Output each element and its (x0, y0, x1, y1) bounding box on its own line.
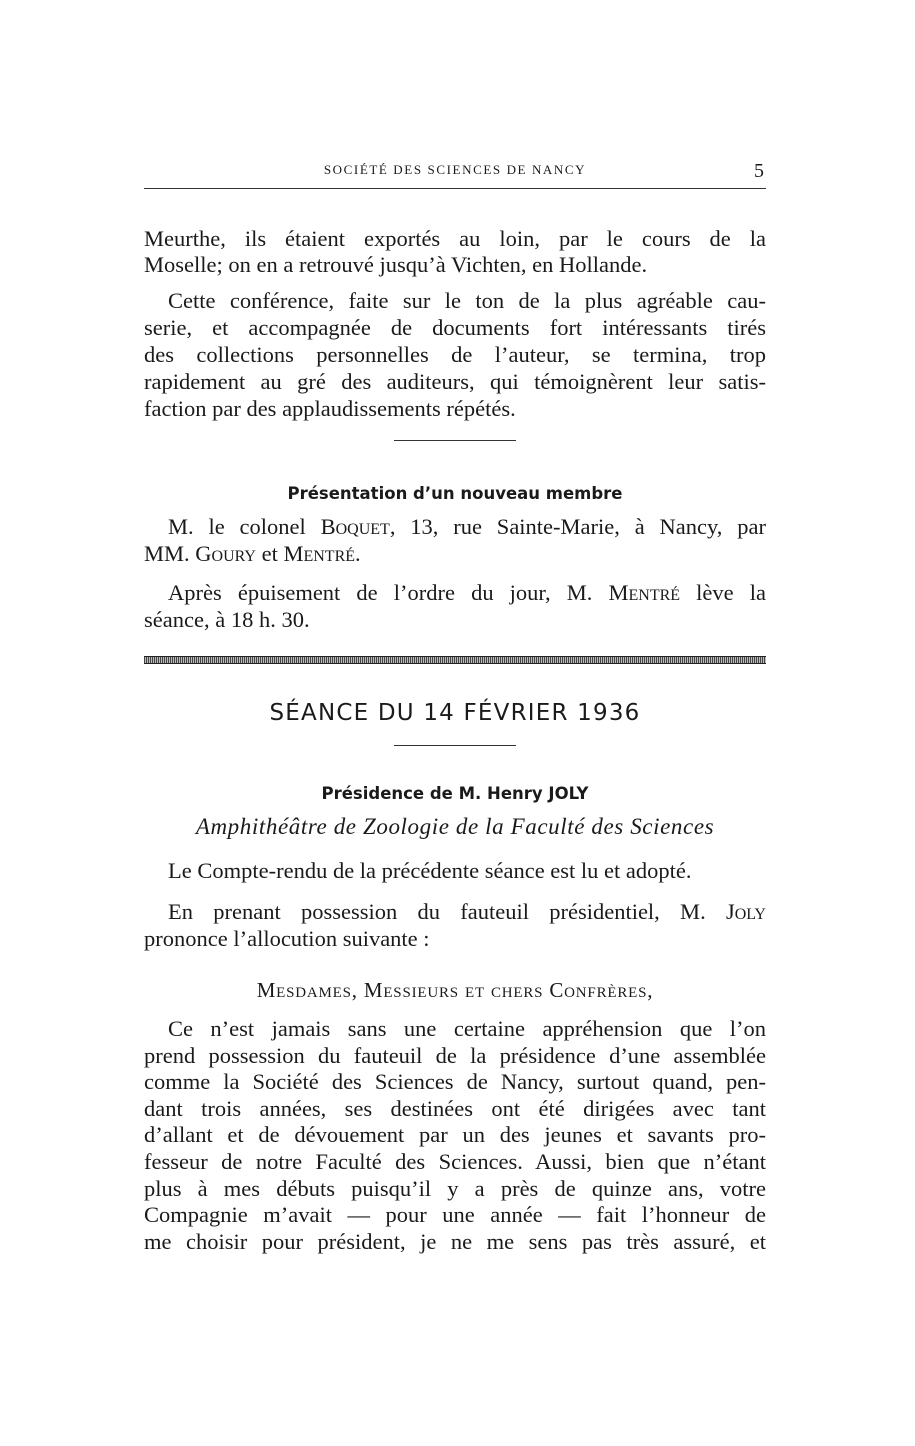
text-line: serie, et accompagnée de documents fort intéressants tirés (144, 315, 766, 340)
text-span: et (255, 541, 284, 566)
header-rule (144, 188, 766, 189)
member-name: Boquet (320, 514, 390, 539)
text-line: rapidement au gré des auditeurs, qui témoignèrent leur satis- (144, 369, 766, 394)
text-span: lève la (680, 580, 766, 605)
text-span: Après épuisement de l’ordre du jour, M. (168, 580, 609, 605)
text-span: , 13, rue Sainte-Marie, à Nancy, par (389, 514, 766, 539)
text-line (144, 514, 766, 540)
text-line: faction par des applaudissements répétés. (144, 396, 516, 421)
text-line: comme la Société des Sciences de Nancy, surtout quand, pen- (144, 1069, 766, 1094)
running-title: SOCIÉTÉ DES SCIENCES DE NANCY (323, 162, 587, 177)
text-line: séance, à 18 h. 30. (144, 607, 310, 632)
text-line: prononce l’allocution suivante : (144, 926, 430, 951)
text-line: Cette conférence, faite sur le ton de la plus agréable cau- (168, 288, 766, 313)
text-line: Meurthe, ils étaient exportés au loin, par le cours de la (144, 226, 766, 251)
text-span: MM. (144, 541, 196, 566)
book-page (144, 0, 766, 1446)
text-line: me choisir pour président, je ne me sens pas très assuré, et (144, 1229, 766, 1254)
text-line: des collections personnelles de l’auteur, se termina, trop (144, 342, 766, 367)
text-line: Le Compte-rendu de la précédente séance est lu et adopté. (168, 858, 692, 883)
text-line: dant trois années, ses destinées ont été dirigées avec tant (144, 1096, 766, 1121)
section-divider (394, 440, 516, 441)
text-line: fesseur de notre Faculté des Sciences. Aussi, bien que n’étant (144, 1149, 766, 1174)
text-line: d’allant et de dévouement par un des jeunes et savants pro- (144, 1122, 766, 1147)
president-name: Joly (725, 899, 766, 924)
section-heading: Présentation d’un nouveau membre (287, 484, 623, 503)
text-line: prend possession du fauteuil de la présidence d’une assemblée (144, 1043, 766, 1068)
ornamental-rule (144, 656, 766, 664)
salutation: Mesdames, Messieurs et chers Confrères, (256, 978, 654, 1002)
seance-title: SÉANCE DU 14 FÉVRIER 1936 (269, 700, 641, 726)
sponsor-name: Goury (195, 541, 256, 566)
text-line (144, 899, 766, 925)
text-span: . (355, 541, 361, 566)
text-span: M. le colonel (168, 514, 321, 539)
president-name: Mentré (608, 580, 681, 605)
text-line (144, 541, 766, 567)
section-divider (394, 745, 516, 746)
text-line: plus à mes débuts puisqu’il y a près de quinze ans, votre (144, 1176, 766, 1201)
venue-line: Amphithéâtre de Zoologie de la Faculté des Sciences (195, 814, 715, 839)
text-line (144, 580, 766, 606)
page-number: 5 (754, 160, 764, 182)
text-span: En prenant possession du fauteuil présidentiel, M. (168, 899, 726, 924)
running-head (144, 160, 766, 184)
text-line: Moselle; on en a retrouvé jusqu’à Vichten, en Hollande. (144, 252, 648, 277)
presidence-heading: Présidence de M. Henry JOLY (321, 784, 589, 803)
sponsor-name: Mentré (283, 541, 356, 566)
text-line: Ce n’est jamais sans une certaine appréhension que l’on (168, 1016, 766, 1041)
text-line: Compagnie m’avait — pour une année — fait l’honneur de (144, 1202, 766, 1227)
